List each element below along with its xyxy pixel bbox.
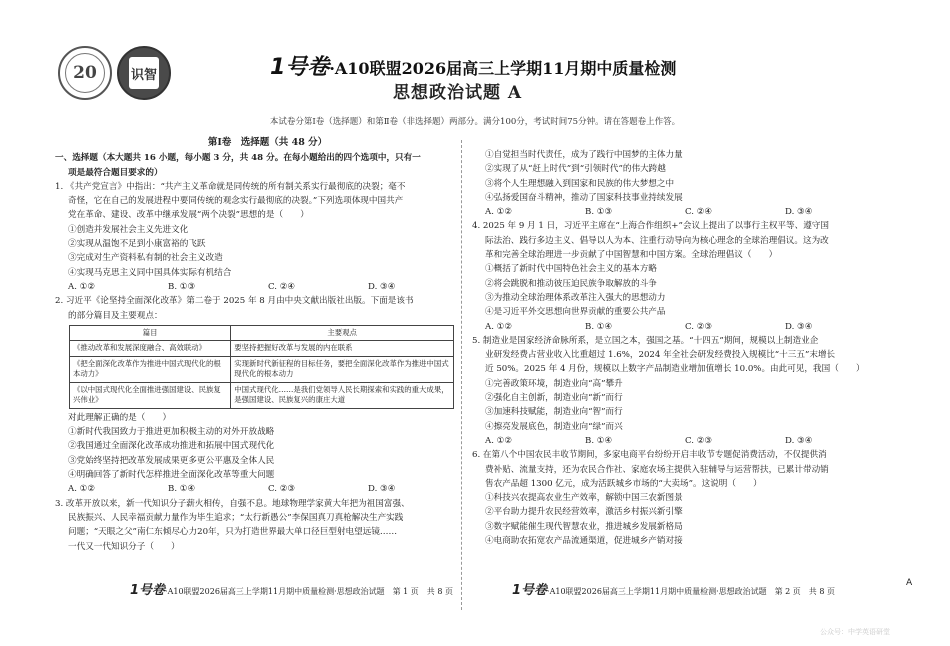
table-row [70,341,454,357]
page-footer-left [130,579,453,598]
answer-options [55,280,480,294]
option-c: C. ②③ [268,484,296,495]
option-d: D. ③④ [785,435,813,446]
stem-line: 1. 《共产党宣言》中指出：“共产主义革命就是同传统的所有制关系实行最彻底的决裂；毫不 [55,181,406,192]
choice-item: ①概括了新时代中国特色社会主义的基本方略 [485,264,657,275]
option-a: A. ①② [68,281,96,292]
choice-item: ②将会跳脱和推动彼压迫民族争取解放的斗争 [485,278,657,289]
seal-number: 20 [65,53,105,93]
table-header: 篇目 [70,325,231,341]
question-1 [55,180,480,294]
seal-text: 识智 [129,57,159,89]
version-mark: A [906,578,913,588]
exam-title [270,50,676,81]
stem-line: 5. 制造业是国家经济命脉所系，是立国之本，强国之基。“十四五”期间，规模以上制造业企 [472,335,819,346]
question-6 [472,448,897,548]
section-intro-line: 一、选择题（本大题共 16 小题，每小题 3 分，共 48 分。在每小题给出的四个选项中，只有一 [55,153,421,164]
stem-line: 3. 改革开放以来，新一代知识分子薪火相传，自强不息。地球物理学家黄大年把为祖国富强、 [55,498,410,509]
stem-line: 革和完善全球治理进一步贡献了中国智慧和中国方案。全球治理倡议（ ） [485,250,778,261]
option-b: B. ①④ [585,435,613,446]
stem-line: 际法治、践行多边主义、倡导以人为本、注重行动导向为核心理念的全球治理倡议。这为改 [485,235,829,246]
choice-item: ②平台助力提升农民经营效率，激活乡村振兴新引擎 [485,507,683,518]
choice-item: ①创造并发展社会主义先进文化 [68,224,189,235]
table-header: 主要观点 [231,325,454,341]
choice-item: ①科技兴农提高农业生产效率，解锁中国三农新图景 [485,493,683,504]
stem-line: 4. 2025 年 9 月 1 日，习近平主席在“上海合作组织+”会议上提出了以事行主权平等、遵守国 [472,221,829,232]
option-c: C. ②③ [685,321,713,332]
watermark: 公众号：中学英语研堂 [820,628,890,636]
option-a: A. ①② [68,484,96,495]
choice-item: ①完善政策环境，制造业向“高”攀升 [485,378,623,389]
option-d: D. ③④ [368,484,396,495]
right-column [472,148,897,548]
table-cell: 中国式现代化……是我们党领导人民长期探索和实践的重大成果，是强国建设、民族复兴的康庄大道 [231,382,454,408]
table-cell: 实现新时代新征程的目标任务，要把全面深化改革作为推进中国式现代化的根本动力 [231,356,454,382]
answer-options [472,320,897,334]
option-a: A. ①② [485,321,513,332]
left-column [55,136,480,554]
table-row [70,382,454,408]
option-a: A. ①② [485,435,513,446]
alliance-seal-logo [58,46,112,100]
stem-line: 党在革命、建设、改革中继承发展“两个决裂”思想的是（ ） [68,210,309,221]
question-3 [55,497,480,554]
stem-line: 奇怪，它在自己的发展进程中要同传统的观念实行最彻底的决裂。”下列选项体现中国共产 [68,196,404,207]
answer-options [472,205,897,219]
choice-item: ④是习近平外交思想向世界贡献的重要公共产品 [485,307,666,318]
choice-item: ④实现马克思主义同中国具体实际有机结合 [68,267,232,278]
table-cell: 要坚持把握好改革与发展的内在联系 [231,341,454,357]
choice-item: ③将个人生理想融入到国家和民族的伟大梦想之中 [485,178,675,189]
question-3-continued [472,148,897,219]
footer-brand-logo: 1号卷 [130,583,166,598]
answer-options [55,482,480,496]
stem-line: 的部分篇目及主要观点： [68,310,163,321]
choice-item: ③党始终坚持把改革发展成果更多更公平惠及全体人民 [68,455,275,466]
brand-logo: 1号卷 [270,55,330,80]
page-footer-right [512,579,835,598]
book-chapters-table [69,325,454,409]
stem-line: 业研发经费占营业收入比重超过 1.6%，2024 年全社会研发经费投入规模比“十三五”末增长 [485,350,836,361]
option-b: B. ①④ [168,484,196,495]
option-d: D. ③④ [368,281,396,292]
section-title: 第Ⅰ卷 选择题（共 48 分） [207,137,328,148]
stem-line: 2. 习近平《论坚持全面深化改革》第二卷于 2025 年 8 月由中央文献出版社出版。下面是该书 [55,296,414,307]
option-d: D. ③④ [785,321,813,332]
subject-title: 思想政治试题 A [393,83,523,103]
answer-options [472,434,897,448]
choice-item: ④弘扬爱国奋斗精神，推动了国家科技事业持续发展 [485,192,683,203]
choice-item: ①新时代我国致力于推进更加积极主动的对外开放战略 [68,427,275,438]
stem-line: 近 50%。2025 年 4 月份，规模以上数字产品制造业增加值增长 10.0%。由此可见，我国（ ） [485,364,865,375]
choice-item: ③数字赋能催生现代智慧农业，推进城乡发展新格局 [485,521,683,532]
stem-line: 售农产品超 1300 亿元，成为活跃城乡市场的“大卖场”。这说明（ ） [485,478,762,489]
option-c: C. ②③ [685,435,713,446]
choice-item: ①自觉担当时代责任，成为了践行中国梦的主体力量 [485,150,683,160]
question-4 [472,219,897,333]
option-c: C. ②④ [268,281,296,292]
choice-item: ④擦亮发展底色，制造业向“绿”而兴 [485,421,623,432]
table-row [70,356,454,382]
table-header-row [70,325,454,341]
choice-item: ②实现从温饱不足到小康富裕的飞跃 [68,239,206,250]
option-b: B. ①③ [168,281,196,292]
exam-notice: 本试卷分第Ⅰ卷（选择题）和第Ⅱ卷（非选择题）两部分。满分100分，考试时间75分钟。请在答题卷上作答。 [269,117,681,127]
option-a: A. ①② [485,207,513,218]
exam-name: ·A10联盟2026届高三上学期11月期中质量检测 [329,59,677,78]
stem-line: 一代又一代知识分子（ ） [68,541,180,552]
choice-item: ④明确回答了新时代怎样推进全面深化改革等重大问题 [68,470,275,481]
question-2 [55,294,480,496]
stem-line: 6. 在第八个中国农民丰收节期间，多家电商平台纷纷开启丰收节专题促消费活动，不仅提供消 [472,450,827,461]
footer-brand-logo: 1号卷 [512,583,548,598]
footer-text: ·A10联盟2026届高三上学期11月期中质量检测·思想政治试题 第 2 页 共 8 页 [547,587,835,596]
choice-item: ④电商助农拓宽农产品流通渠道，促进城乡产销对接 [485,536,683,547]
choice-item: ③加速科技赋能，制造业向“智”而行 [485,407,623,418]
stem-line: 民族振兴、人民幸福贡献力量作为毕生追求；“太行新愚公”李保国真刀真枪解决生产实践 [68,512,404,523]
question-5 [472,334,897,448]
option-c: C. ②④ [685,207,713,218]
choice-item: ③为推动全球治理体系改革注入强大的思想动力 [485,292,666,303]
publisher-seal-logo [117,46,171,100]
table-cell: 《以中国式现代化全面推进强国建设、民族复兴伟业》 [70,382,231,408]
choice-item: ③完成对生产资料私有制的社会主义改造 [68,253,223,264]
table-cell: 《推动改革和发展深度融合、高效联动》 [70,341,231,357]
choice-item: ②实现了从“赶上时代”到“引领时代”的伟大跨越 [485,164,666,175]
section-intro-line: 项是最符合题目要求的） [68,167,163,178]
stem-line: 对此理解正确的是（ ） [68,412,172,423]
choice-item: ②强化自主创新，制造业向“新”而行 [485,393,623,404]
choice-item: ②我国通过全面深化改革成功推进和拓展中国式现代化 [68,441,275,452]
stem-line: 费补贴、流量支持，还为农民合作社、家庭农场主提供入驻辅导与运营帮扶，已累计带动销 [485,464,829,475]
footer-text: ·A10联盟2026届高三上学期11月期中质量检测·思想政治试题 第 1 页 共 8 页 [165,587,453,596]
table-cell: 《把全面深化改革作为推进中国式现代化的根本动力》 [70,356,231,382]
option-b: B. ①③ [585,207,613,218]
option-b: B. ①④ [585,321,613,332]
option-d: D. ③④ [785,207,813,218]
stem-line: 问题；“天眼之父”南仁东倾尽心力20年，只为打造世界最大单口径巨型射电望远镜…… [68,527,398,538]
